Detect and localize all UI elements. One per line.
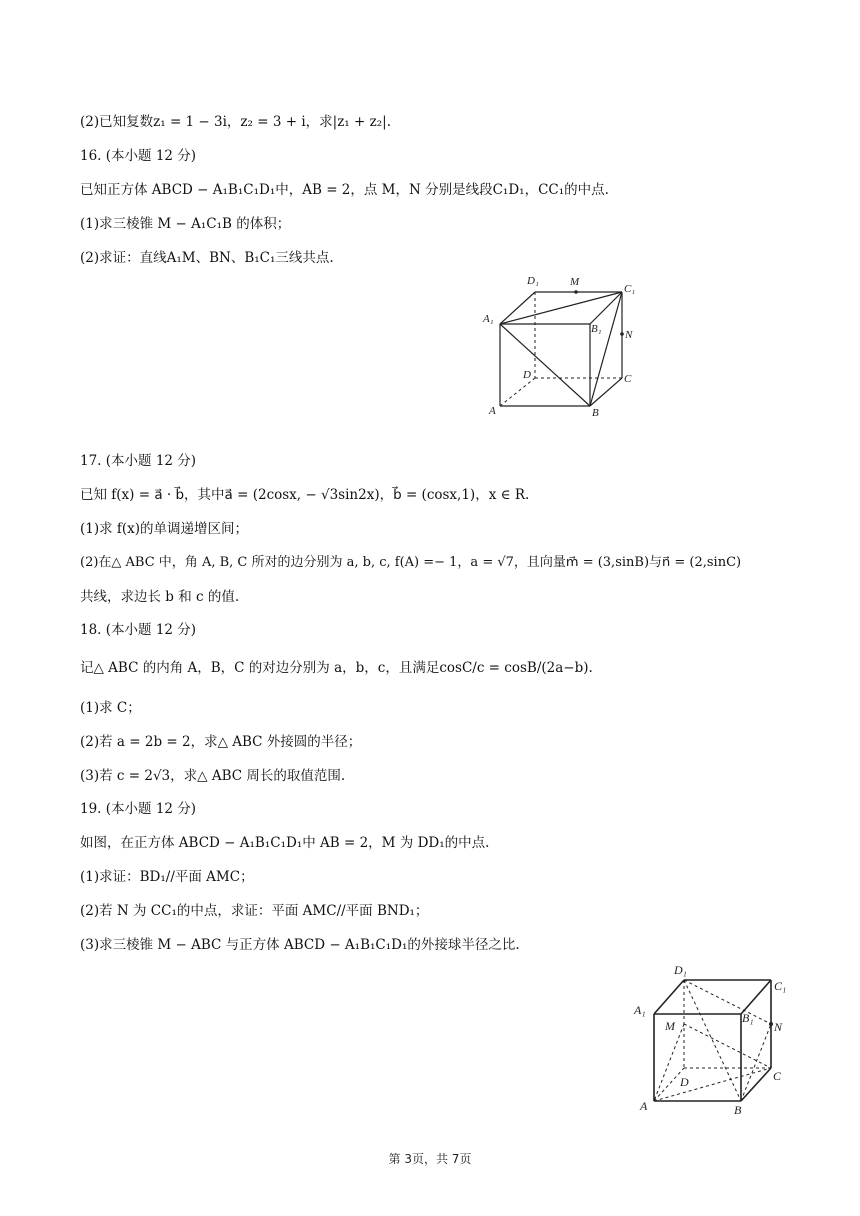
question-16-part2: (2)求证：直线A₁M、BN、B₁C₁三线共点. — [80, 250, 334, 266]
question-18-part3: (3)若 c = 2√3，求△ ABC 周长的取值范围. — [80, 768, 346, 784]
label-A1: A₁ — [483, 313, 494, 325]
question-17-stem: 已知 f(x) = a⃗ · b⃗，其中a⃗ = (2cosx, − √3sin2x)，b⃗ = (cosx,1)，x ∈ R. — [80, 487, 530, 503]
question-19-part2: (2)若 N 为 CC₁的中点，求证：平面 AMC//平面 BND₁； — [80, 903, 429, 919]
label-C1: C₁ — [774, 979, 787, 993]
label-A: A — [640, 1099, 648, 1113]
label-N: N — [774, 1020, 783, 1034]
question-19-stem: 如图，在正方体 ABCD − A₁B₁C₁D₁中 AB = 2，M 为 DD₁的中点. — [80, 835, 490, 851]
cube-figure-q16 — [480, 268, 640, 423]
label-D1: D₁ — [674, 963, 687, 977]
question-19-heading: 19. (本小题 12 分) — [80, 801, 197, 817]
text-line-q15-part2: (2)已知复数z₁ = 1 − 3i，z₂ = 3 + i，求|z₁ + z₂|. — [80, 114, 391, 130]
label-M: M — [665, 1019, 675, 1033]
question-19-part1: (1)求证：BD₁//平面 AMC； — [80, 869, 254, 885]
question-18-part2: (2)若 a = 2b = 2，求△ ABC 外接圆的半径； — [80, 734, 362, 750]
label-N: N — [625, 329, 633, 341]
label-C1: C₁ — [624, 283, 636, 295]
question-17-heading: 17. (本小题 12 分) — [80, 453, 197, 469]
question-19-part3: (3)求三棱锥 M − ABC 与正方体 ABCD − A₁B₁C₁D₁的外接球半径之比. — [80, 937, 520, 953]
label-B1: B₁ — [591, 323, 602, 335]
question-18-part1: (1)求 C； — [80, 700, 141, 716]
label-B: B — [592, 407, 599, 419]
label-D1: D₁ — [527, 275, 539, 287]
question-17-part2: (2)在△ ABC 中，角 A, B, C 所对的边分别为 a, b, c, f(A) =− 1，a = √7，且向量m⃗ = (3,sinB)与n⃗ = (2,sinC) — [80, 555, 742, 570]
question-17-part1: (1)求 f(x)的单调递增区间； — [80, 521, 249, 537]
cube-figure-q19 — [628, 958, 798, 1123]
label-D: D — [680, 1075, 689, 1089]
question-16-part1: (1)求三棱锥 M − A₁C₁B 的体积； — [80, 216, 291, 232]
label-B1: B₁ — [742, 1011, 754, 1025]
question-18-heading: 18. (本小题 12 分) — [80, 622, 197, 638]
label-C: C — [773, 1069, 782, 1083]
question-16-stem: 已知正方体 ABCD − A₁B₁C₁D₁中，AB = 2，点 M，N 分别是线段C₁D₁，CC₁的中点. — [80, 182, 609, 198]
label-A: A — [489, 405, 496, 417]
label-D: D — [523, 369, 531, 381]
label-B: B — [734, 1103, 742, 1117]
question-16-heading: 16. (本小题 12 分) — [80, 148, 197, 164]
label-A1: A₁ — [634, 1003, 646, 1017]
label-C: C — [624, 373, 632, 385]
question-17-part2-cont: 共线，求边长 b 和 c 的值. — [80, 589, 240, 605]
label-M: M — [570, 276, 580, 288]
question-18-stem: 记△ ABC 的内角 A，B，C 的对边分别为 a，b，c，且满足cosC/c = cosB/(2a−b). — [80, 660, 593, 676]
page-footer: 第 3页，共 7页 — [388, 1152, 472, 1166]
